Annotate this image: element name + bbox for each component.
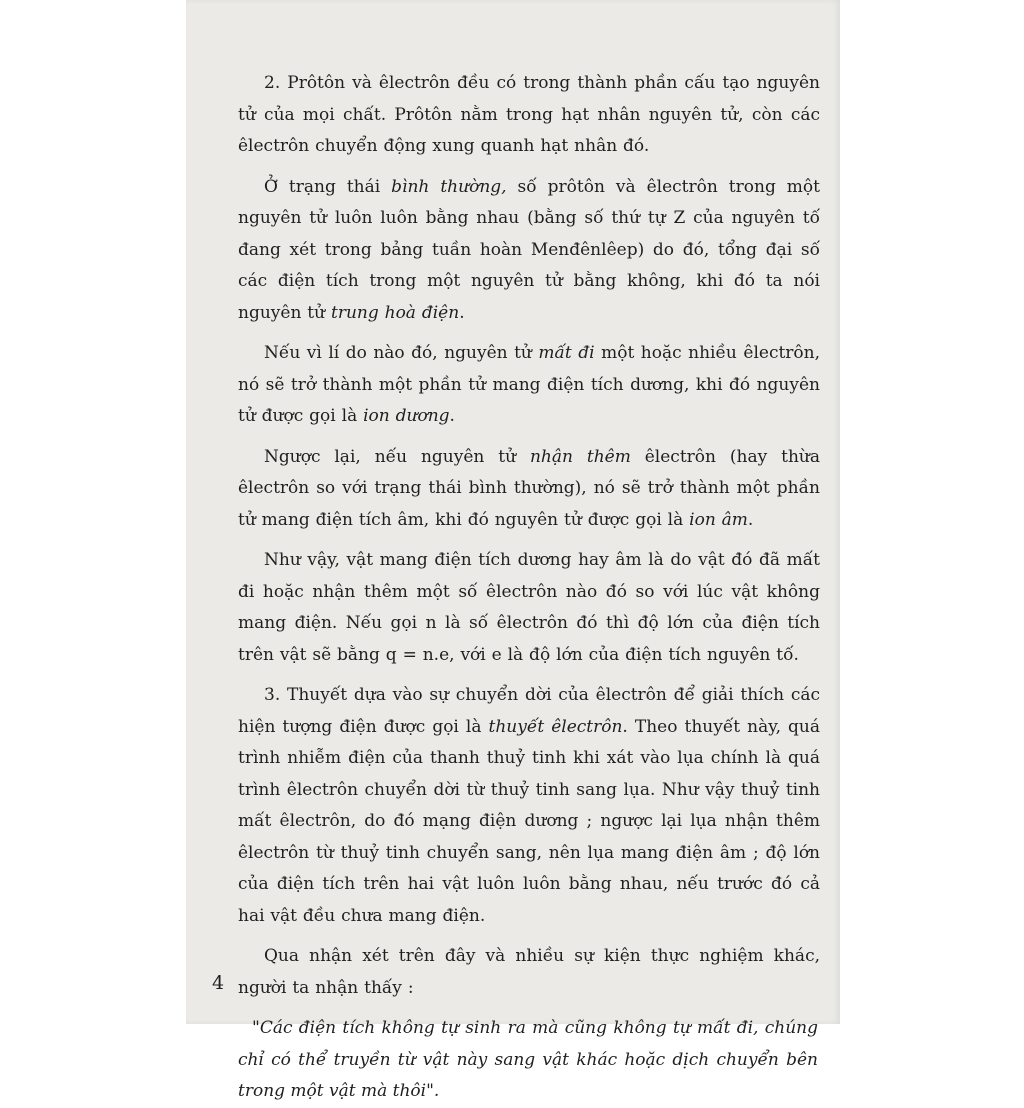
text-segment: một hoặc nhiều êlectrôn, nó sẽ trở thành một phần tử mang điện tích dương, khi đó nguyên tử được gọi là xyxy=(238,343,821,426)
italic-term: ion dương xyxy=(363,406,450,426)
paragraph-5 xyxy=(238,545,820,671)
text-segment: êlectrôn (hay thừa êlectrôn so với trạng thái bình thường), nó sẽ trở thành một phần tử mang điện tích âm, khi đó nguyên tử được gọi là xyxy=(238,446,820,530)
paragraph-2 xyxy=(238,172,820,330)
italic-term: bình thường, xyxy=(391,176,507,197)
text-segment: . Theo thuyết này, quá trình nhiễm điện của thanh thuỷ tinh khi xát vào lụa chính là quá trình êlectrôn chuyển dời từ thuỷ tinh sang lụa. Như vậy thuỷ tinh mất êlectrôn, do đó mạng điện dương ; ngược lại lụa nhận thêm êlectrôn từ thuỷ tinh chuyển sang, nên lụa mang điện âm ; độ lớn của điện tích trên hai vật luôn luôn bằng nhau, nếu trước đó cả hai vật đều chưa mang điện. xyxy=(238,716,820,926)
text-segment: Qua nhận xét trên đây và nhiều sự kiện thực nghiệm khác, người ta nhận thấy : xyxy=(238,946,820,998)
italic-term: thuyết êlectrôn xyxy=(488,716,623,737)
paragraph-1 xyxy=(238,68,820,163)
text-segment: Như vậy, vật mang điện tích dương hay âm là do vật đó đã mất đi hoặc nhận thêm một số êlectrôn nào đó so với lúc vật không mang điện. Nếu gọi n là số êlectrôn đó thì độ lớn của điện tích trên vật sẽ bằng q = n.e, với e là độ lớn của điện tích nguyên tố. xyxy=(238,550,820,665)
text-segment: 2. Prôtôn và êlectrôn đều có trong thành phần cấu tạo nguyên tử của mọi chất. Prôtôn nằm trong hạt nhân nguyên tử, còn các êlectrôn chuyển động xung quanh hạt nhân đó. xyxy=(238,73,820,156)
text-segment: Nếu vì lí do nào đó, nguyên tử xyxy=(264,343,539,363)
page-number: 4 xyxy=(212,972,225,994)
text-segment: . xyxy=(459,302,465,323)
paragraph-3 xyxy=(238,338,820,433)
text-segment: . xyxy=(747,509,754,530)
text-segment: Ở trạng thái xyxy=(264,176,392,197)
italic-term: ion âm xyxy=(689,509,748,530)
paragraph-6 xyxy=(238,680,820,932)
text-segment: 3. Thuyết dựa vào sự chuyển dời của êlectrôn để giải thích các hiện tượng điện được gọi là xyxy=(238,685,820,737)
conservation-of-charge-quote: "Các điện tích không tự sinh ra mà cũng không tự mất đi, chúng chỉ có thể truyền từ vật này sang vật khác hoặc dịch chuyển bên trong một vật mà thôi". xyxy=(238,1018,818,1101)
page-content xyxy=(238,68,820,1108)
paragraph-7 xyxy=(238,941,820,1004)
text-segment: Ngược lại, nếu nguyên tử xyxy=(264,446,530,467)
italic-term: trung hoà điện xyxy=(330,302,460,323)
italic-term: nhận thêm xyxy=(529,446,631,467)
book-page xyxy=(186,0,840,1101)
paragraph-4 xyxy=(238,442,820,537)
italic-term: mất đi xyxy=(538,343,595,363)
text-segment: . xyxy=(449,406,455,426)
text-segment: số prôtôn và êlectrôn trong một nguyên tử luôn luôn bằng nhau (bằng số thứ tự Z của nguyên tố đang xét trong bảng tuần hoàn Menđênlêep) do đó, tổng đại số các điện tích trong một nguyên tử bằng không, khi đó ta nói nguyên tử xyxy=(238,176,820,323)
